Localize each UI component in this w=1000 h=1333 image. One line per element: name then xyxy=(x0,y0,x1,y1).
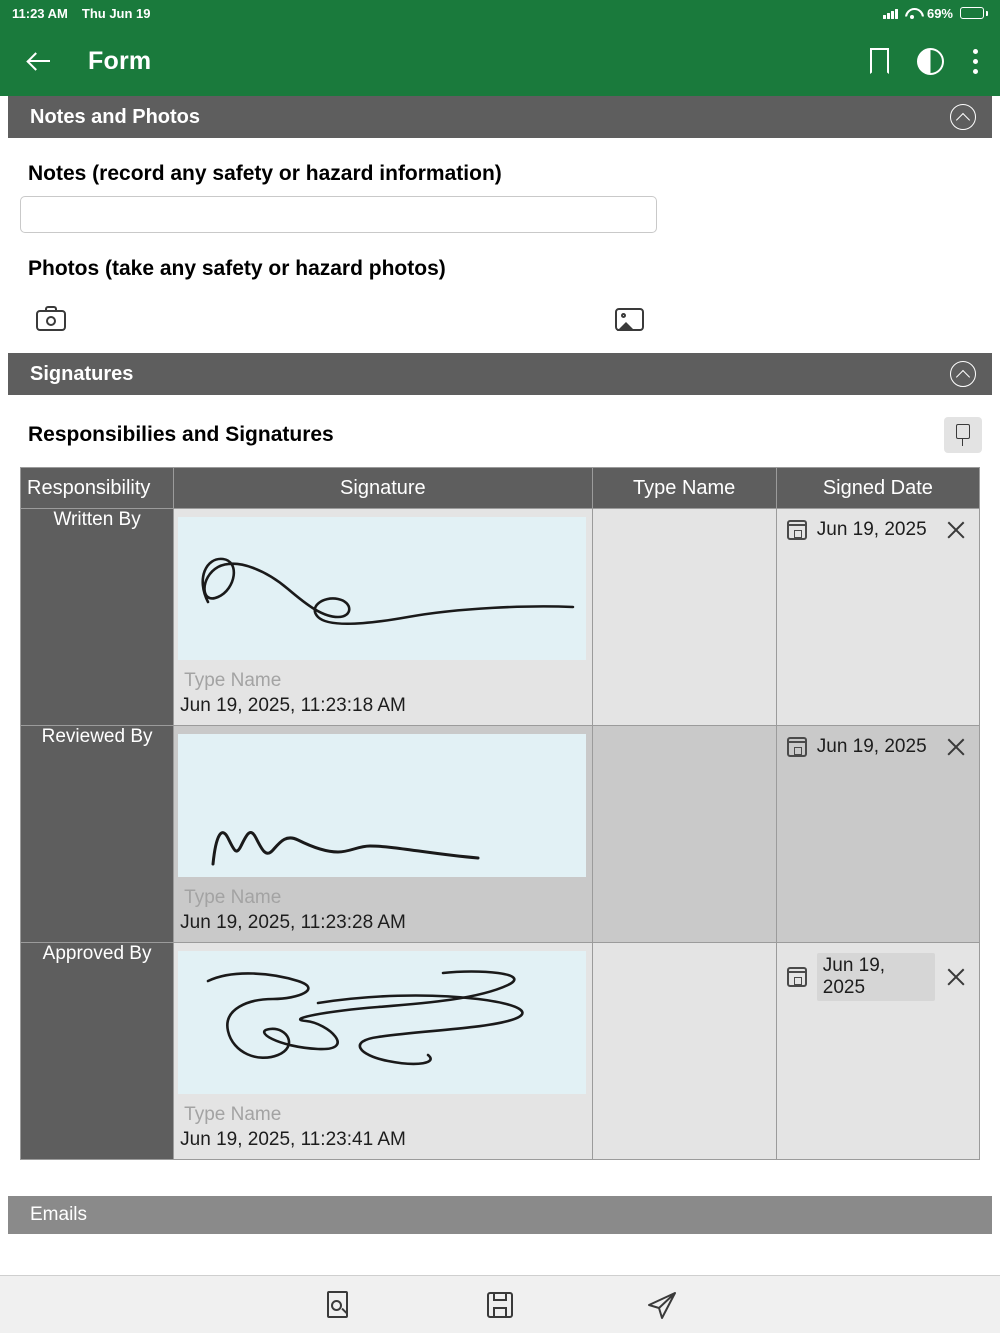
notes-label: Notes (record any safety or hazard information) xyxy=(28,162,502,185)
signature-ink xyxy=(178,951,585,1094)
signature-pad[interactable] xyxy=(178,517,585,660)
calendar-icon[interactable] xyxy=(787,520,807,540)
bottom-toolbar xyxy=(0,1275,1000,1333)
chevron-up-circle-icon[interactable] xyxy=(950,104,976,130)
table-row xyxy=(21,943,980,1160)
section-title: Notes and Photos xyxy=(30,105,201,128)
section-header-signatures[interactable] xyxy=(8,353,992,395)
document-search-icon[interactable] xyxy=(322,1289,354,1321)
battery-percent: 69% xyxy=(926,5,953,21)
status-bar xyxy=(0,0,1000,26)
type-name-placeholder[interactable]: Type Name xyxy=(184,1104,282,1125)
section-title: Emails xyxy=(30,1204,88,1225)
column-header-signed-date: Signed Date xyxy=(776,468,979,509)
signed-date-row[interactable] xyxy=(777,953,979,1001)
table-row xyxy=(21,726,980,943)
status-date: Thu Jun 19 xyxy=(81,5,151,21)
column-header-signature: Signature xyxy=(174,468,592,509)
photos-label: Photos (take any safety or hazard photos) xyxy=(28,257,446,280)
app-bar xyxy=(0,26,1000,96)
cell-signed-date xyxy=(776,726,979,943)
signed-date-row[interactable] xyxy=(777,736,979,758)
cell-responsibility: Approved By xyxy=(21,943,174,1160)
signed-date-text[interactable]: Jun 19, 2025 xyxy=(817,953,935,1001)
type-name-placeholder[interactable]: Type Name xyxy=(184,670,282,691)
cell-type-name[interactable] xyxy=(592,726,776,943)
signatures-subtitle: Responsibilies and Signatures xyxy=(28,423,334,446)
kebab-menu-icon[interactable] xyxy=(972,49,978,74)
signature-timestamp: Jun 19, 2025, 11:23:28 AM xyxy=(180,912,406,933)
calendar-icon[interactable] xyxy=(787,737,807,757)
signature-timestamp: Jun 19, 2025, 11:23:41 AM xyxy=(180,1129,406,1150)
table-header-row xyxy=(21,468,980,509)
chevron-up-circle-icon[interactable] xyxy=(950,361,976,387)
type-name-placeholder[interactable]: Type Name xyxy=(184,887,282,908)
column-header-responsibility: Responsibility xyxy=(21,468,174,509)
image-gallery-icon[interactable] xyxy=(615,305,645,331)
cell-responsibility: Reviewed By xyxy=(21,726,174,943)
contrast-icon[interactable] xyxy=(917,48,944,75)
cellular-signal-icon xyxy=(883,8,898,19)
close-x-icon[interactable] xyxy=(945,519,967,541)
page-title: Form xyxy=(88,46,152,75)
status-time: 11:23 AM xyxy=(12,5,68,21)
signatures-subtitle-row xyxy=(0,395,1000,467)
notes-input[interactable] xyxy=(20,196,657,233)
cell-type-name[interactable] xyxy=(592,509,776,726)
send-icon[interactable] xyxy=(646,1289,678,1321)
signature-pad[interactable] xyxy=(178,951,585,1094)
pin-icon[interactable] xyxy=(944,417,982,453)
signature-ink xyxy=(178,734,585,877)
cell-signature[interactable] xyxy=(174,509,592,726)
photo-buttons-row xyxy=(0,291,1000,339)
battery-icon xyxy=(960,7,988,19)
camera-icon[interactable] xyxy=(36,305,66,331)
signatures-table xyxy=(20,467,980,1160)
cell-signature[interactable] xyxy=(174,943,592,1160)
cell-type-name[interactable] xyxy=(592,943,776,1160)
table-row xyxy=(21,509,980,726)
signature-timestamp: Jun 19, 2025, 11:23:18 AM xyxy=(180,695,406,716)
form-content xyxy=(0,96,1000,1275)
signed-date-text[interactable]: Jun 19, 2025 xyxy=(816,736,927,757)
status-right-cluster xyxy=(883,6,988,21)
back-arrow-icon[interactable] xyxy=(24,46,54,76)
column-header-type-name: Type Name xyxy=(592,468,776,509)
cell-signature[interactable] xyxy=(174,726,592,943)
save-icon[interactable] xyxy=(484,1289,516,1321)
signed-date-row[interactable] xyxy=(777,519,979,541)
signature-ink xyxy=(178,517,585,660)
calendar-icon[interactable] xyxy=(787,967,807,987)
cell-signed-date xyxy=(776,943,979,1160)
wifi-icon xyxy=(905,7,920,19)
section-title: Signatures xyxy=(30,362,134,385)
section-header-notes-photos[interactable] xyxy=(8,96,992,138)
app-bar-actions xyxy=(870,48,978,75)
cell-signed-date xyxy=(776,509,979,726)
close-x-icon[interactable] xyxy=(945,736,967,758)
cell-responsibility: Written By xyxy=(21,509,174,726)
section-header-emails[interactable] xyxy=(8,1196,992,1234)
close-x-icon[interactable] xyxy=(945,966,967,988)
signature-pad[interactable] xyxy=(178,734,585,877)
signed-date-text[interactable]: Jun 19, 2025 xyxy=(816,519,927,540)
bookmark-icon[interactable] xyxy=(870,48,889,74)
